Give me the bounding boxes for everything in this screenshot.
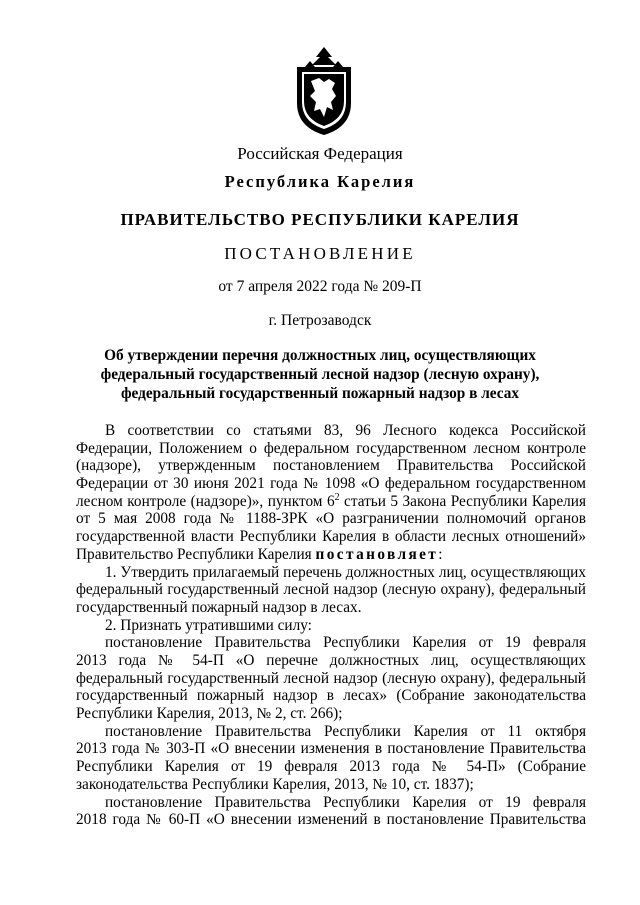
text-line: Республики Карелия, 2013, № 2, ст. 266); [76,705,343,723]
text-line: 2. Признать утратившими силу: [105,616,312,634]
coat-of-arms-emblem [291,47,357,137]
text-line: 2018 года № 60-П «О внесении изменений в постановление Правительства [76,811,586,829]
text-line: государственный пожарный надзор в лесах. [76,598,362,616]
document-date-number: от 7 апреля 2022 года № 209-П [218,278,422,295]
text-line: государственный пожарный надзор в лесах» (Собрание законодательства [76,687,586,705]
resolves-word: постановляет [315,545,439,563]
text-line: В соответствии со статьями 83, 96 Лесного кодекса Российской [105,422,586,439]
text-fragment: лесном контроле (надзоре)», пунктом 6 [76,492,335,510]
text-line: от 5 мая 2008 года № 1188-ЗРК «О разграничении полномочий органов [76,510,586,528]
text-line: Федерации, Положением о федеральном государственном лесном контроле [76,439,586,457]
title-line: федеральный государственный лесной надзор (лесную охрану), [100,366,540,383]
country-name: Российская Федерация [237,144,403,163]
text-line [76,546,586,564]
document-city: г. Петрозаводск [268,312,372,329]
text-fragment: Правительство Республики Карелия [76,545,316,563]
paragraph-repeal-3 [76,794,586,829]
text-line [76,493,586,511]
text-line: 2013 года № 303-П «О внесении изменения в постановление Правительства [76,740,586,758]
document-body [76,422,586,829]
text-line: 1. Утвердить прилагаемый перечень должностных лиц, осуществляющих [105,563,586,581]
paragraph-item-2 [76,617,586,635]
document-type: ПОСТАНОВЛЕНИЕ [224,244,416,263]
title-line: федеральный государственный пожарный надзор в лесах [120,385,520,402]
text-fragment: статьи 5 Закона Республики Карелия [339,492,586,510]
text-line: постановление Правительства Республики Карелия от 11 октября [105,722,586,740]
paragraph-item-1 [76,564,586,617]
text-line: федеральный государственный лесной надзор (лесную охрану), федеральный [76,669,586,687]
text-line: (надзоре), утвержденным постановлением Правительства Российской [76,457,586,475]
paragraph-repeal-2 [76,723,586,794]
text-line: постановление Правительства Республики Карелия от 19 февраля [105,793,586,811]
text-line: Республики Карелия от 19 февраля 2013 года № 54-П» (Собрание [76,758,586,776]
text-line: государственной власти Республики Карелия в области лесных отношений» [76,528,586,546]
text-line: федеральный государственный лесной надзор (лесную охрану), федеральный [76,581,586,599]
superscript: 2 [334,492,340,503]
text-line: Федерации от 30 июня 2021 года № 1098 «О федеральном государственном [76,475,586,493]
paragraph-preamble [76,422,586,564]
government-title: ПРАВИТЕЛЬСТВО РЕСПУБЛИКИ КАРЕЛИЯ [120,210,520,229]
title-line: Об утверждении перечня должностных лиц, осуществляющих [104,347,536,364]
text-line: 2013 года № 54-П «О перечне должностных лиц, осуществляющих [76,651,586,669]
text-line: постановление Правительства Республики Карелия от 19 февраля [105,634,586,652]
document-title [0,346,640,403]
paragraph-repeal-1 [76,634,586,722]
republic-name: Республика Карелия [224,172,416,191]
text-fragment: : [438,545,443,563]
text-line: законодательства Республики Карелия, 2013, № 10, ст. 1837); [76,775,474,793]
